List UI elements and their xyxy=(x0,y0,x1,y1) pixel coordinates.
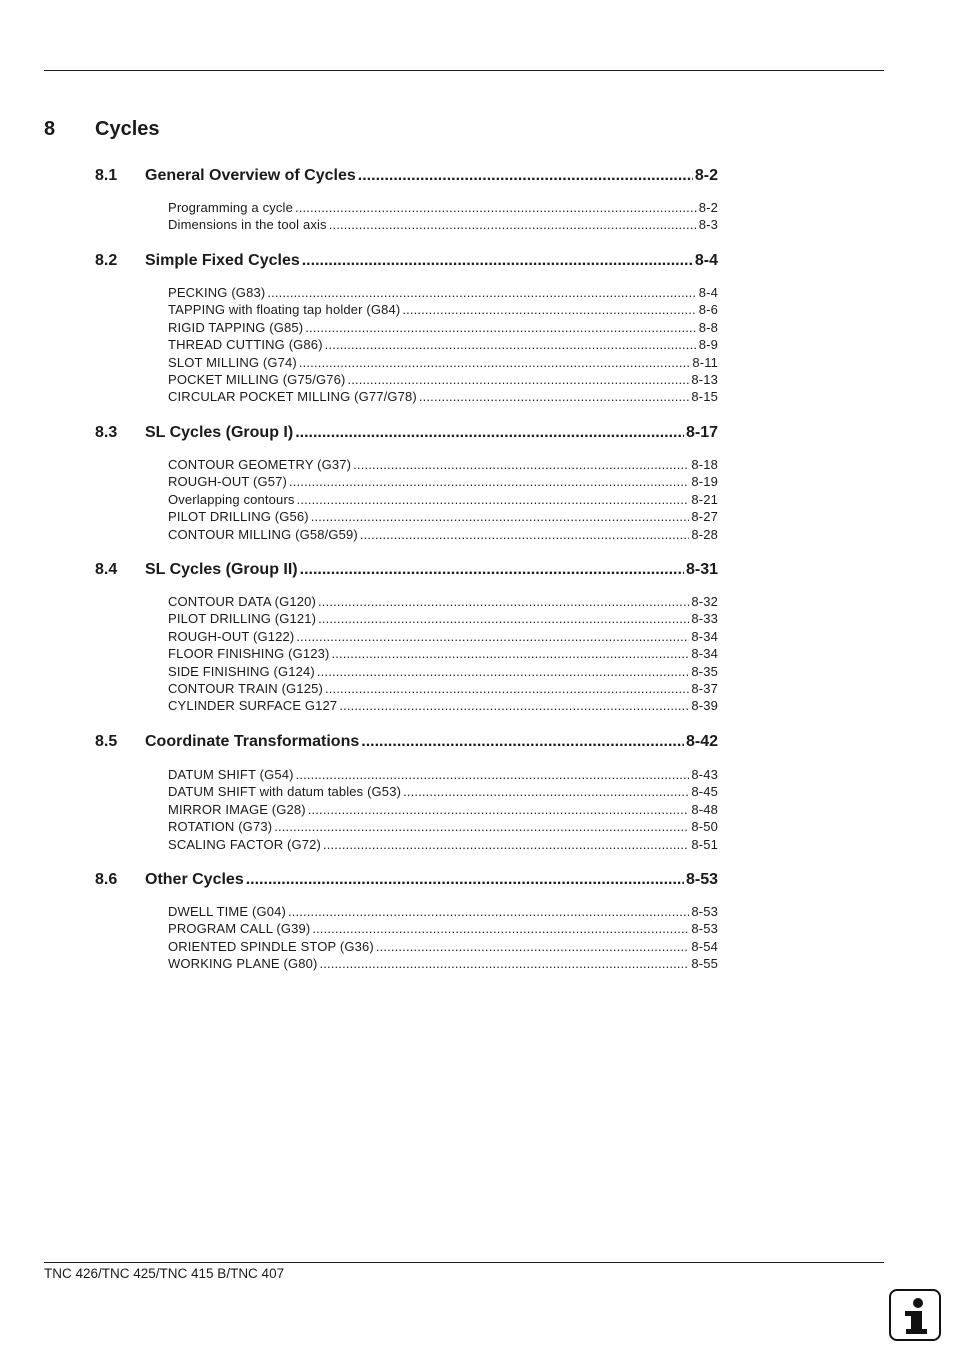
entry-title: CONTOUR TRAIN (G125) xyxy=(168,680,323,696)
section-number: 8.2 xyxy=(95,252,118,269)
entry-page: 8-21 xyxy=(691,491,718,507)
dot-leader xyxy=(320,955,690,972)
dot-leader xyxy=(402,301,696,318)
dot-leader xyxy=(318,593,689,610)
section-title: Other Cycles xyxy=(145,871,244,888)
section-page: 8-17 xyxy=(685,424,718,441)
entry-page: 8-34 xyxy=(691,628,718,644)
toc-entry[interactable] xyxy=(168,836,718,853)
section-number: 8.1 xyxy=(95,167,118,184)
entry-page: 8-55 xyxy=(691,956,718,972)
dot-leader xyxy=(288,903,689,920)
entry-page: 8-8 xyxy=(698,319,718,335)
dot-leader xyxy=(403,783,689,800)
dot-leader xyxy=(353,456,689,473)
entry-title: ROUGH-OUT (G122) xyxy=(168,628,295,644)
toc-entry[interactable] xyxy=(168,766,718,783)
entry-title: DATUM SHIFT (G54) xyxy=(168,767,294,782)
toc-entry[interactable] xyxy=(168,284,718,301)
entry-page: 8-51 xyxy=(691,836,718,852)
dot-leader xyxy=(299,354,690,371)
entry-page: 8-18 xyxy=(691,457,718,472)
toc-entry[interactable] xyxy=(168,371,718,388)
footer-text: TNC 426/TNC 425/TNC 415 B/TNC 407 xyxy=(44,1266,285,1281)
entry-title: PILOT DRILLING (G56) xyxy=(168,509,309,525)
dot-leader xyxy=(318,610,689,627)
toc-entry[interactable] xyxy=(168,388,718,405)
entry-page: 8-27 xyxy=(691,509,718,525)
toc-entry[interactable] xyxy=(168,938,718,955)
entry-title: SIDE FINISHING (G124) xyxy=(168,663,315,679)
entry-title: SLOT MILLING (G74) xyxy=(168,354,297,370)
section-heading[interactable] xyxy=(95,731,718,753)
toc-entry[interactable] xyxy=(168,319,718,336)
dot-leader xyxy=(325,336,697,353)
section-number: 8.3 xyxy=(95,424,118,441)
toc-entry[interactable] xyxy=(168,920,718,937)
entry-title: ORIENTED SPINDLE STOP (G36) xyxy=(168,938,374,954)
dot-leader xyxy=(323,836,689,853)
section-entries xyxy=(168,456,718,543)
entry-title: CYLINDER SURFACE G127 xyxy=(168,698,338,714)
entry-page: 8-9 xyxy=(698,337,718,353)
toc-entry[interactable] xyxy=(168,628,718,645)
dot-leader xyxy=(289,473,689,490)
toc-entry[interactable] xyxy=(168,645,718,662)
entry-page: 8-33 xyxy=(691,611,718,627)
toc-entry[interactable] xyxy=(168,336,718,353)
toc-entry[interactable] xyxy=(168,473,718,490)
entry-title: PECKING (G83) xyxy=(168,285,266,300)
section-page: 8-2 xyxy=(694,167,718,184)
entry-page: 8-39 xyxy=(691,698,718,714)
section-page: 8-42 xyxy=(685,733,718,750)
toc-entry[interactable] xyxy=(168,903,718,920)
dot-leader xyxy=(246,869,684,891)
header-rule xyxy=(44,70,884,71)
section-entries xyxy=(168,199,718,234)
dot-leader xyxy=(274,818,689,835)
section-page: 8-53 xyxy=(685,871,718,888)
dot-leader xyxy=(329,216,697,233)
entry-page: 8-6 xyxy=(698,302,718,318)
entry-page: 8-53 xyxy=(691,904,718,919)
dot-leader xyxy=(297,491,690,508)
toc-entry[interactable] xyxy=(168,491,718,508)
footer-rule xyxy=(44,1262,884,1263)
toc-entry[interactable] xyxy=(168,783,718,800)
section-entries xyxy=(168,284,718,406)
toc-entry[interactable] xyxy=(168,680,718,697)
dot-leader xyxy=(312,920,689,937)
section-heading[interactable] xyxy=(95,869,718,891)
section-heading[interactable] xyxy=(95,165,718,187)
toc-entry[interactable] xyxy=(168,818,718,835)
entry-title: CIRCULAR POCKET MILLING (G77/G78) xyxy=(168,389,417,405)
toc-entry[interactable] xyxy=(168,801,718,818)
section-title: SL Cycles (Group II) xyxy=(145,561,298,578)
entry-page: 8-28 xyxy=(691,526,718,542)
dot-leader xyxy=(376,938,690,955)
chapter-number: 8 xyxy=(44,118,56,140)
dot-leader xyxy=(325,680,689,697)
entry-title: ROTATION (G73) xyxy=(168,819,273,835)
entry-page: 8-53 xyxy=(691,921,718,937)
section-number: 8.5 xyxy=(95,733,118,750)
entry-page: 8-19 xyxy=(691,474,718,490)
entry-title: DATUM SHIFT with datum tables (G53) xyxy=(168,784,402,800)
entry-title: CONTOUR MILLING (G58/G59) xyxy=(168,526,358,542)
entry-title: PILOT DRILLING (G121) xyxy=(168,611,317,627)
entry-page: 8-2 xyxy=(698,200,718,215)
toc-entry[interactable] xyxy=(168,663,718,680)
section-heading[interactable] xyxy=(95,250,718,272)
toc-entry[interactable] xyxy=(168,216,718,233)
entry-title: CONTOUR GEOMETRY (G37) xyxy=(168,457,352,472)
dot-leader xyxy=(361,731,684,753)
toc-entry[interactable] xyxy=(168,526,718,543)
toc-entry[interactable] xyxy=(168,354,718,371)
entry-title: POCKET MILLING (G75/G76) xyxy=(168,371,346,387)
entry-page: 8-34 xyxy=(691,646,718,662)
entry-title: Dimensions in the tool axis xyxy=(168,217,327,233)
entry-page: 8-32 xyxy=(691,594,718,609)
entry-title: THREAD CUTTING (G86) xyxy=(168,337,323,353)
dot-leader xyxy=(332,645,690,662)
toc-entry[interactable] xyxy=(168,697,718,714)
toc-entry[interactable] xyxy=(168,301,718,318)
section-heading[interactable] xyxy=(95,422,718,444)
entry-title: ROUGH-OUT (G57) xyxy=(168,474,288,490)
entry-title: MIRROR IMAGE (G28) xyxy=(168,801,306,817)
entry-title: FLOOR FINISHING (G123) xyxy=(168,646,330,662)
dot-leader xyxy=(360,526,689,543)
entry-page: 8-43 xyxy=(691,767,718,782)
entry-page: 8-15 xyxy=(691,389,718,405)
section-number: 8.6 xyxy=(95,871,118,888)
entry-page: 8-48 xyxy=(691,801,718,817)
toc-entry[interactable] xyxy=(168,456,718,473)
info-glyph xyxy=(891,1291,939,1339)
section-title: Coordinate Transformations xyxy=(145,733,360,750)
dot-leader xyxy=(302,250,693,272)
entry-page: 8-4 xyxy=(698,285,718,300)
dot-leader xyxy=(296,766,690,783)
dot-leader xyxy=(317,663,689,680)
entry-title: DWELL TIME (G04) xyxy=(168,904,286,919)
entry-title: TAPPING with floating tap holder (G84) xyxy=(168,302,401,318)
section-entries xyxy=(168,903,718,973)
dot-leader xyxy=(308,801,690,818)
entry-page: 8-3 xyxy=(698,217,718,233)
toc-entry[interactable] xyxy=(168,199,718,216)
entry-page: 8-11 xyxy=(692,354,718,370)
entry-title: RIGID TAPPING (G85) xyxy=(168,319,304,335)
section-entries xyxy=(168,766,718,853)
section-page: 8-31 xyxy=(685,561,718,578)
dot-leader xyxy=(267,284,696,301)
entry-title: Overlapping contours xyxy=(168,491,295,507)
dot-leader xyxy=(347,371,689,388)
entry-title: SCALING FACTOR (G72) xyxy=(168,836,322,852)
entry-title: PROGRAM CALL (G39) xyxy=(168,921,311,937)
toc-entry[interactable] xyxy=(168,508,718,525)
entry-page: 8-37 xyxy=(691,680,718,696)
entry-page: 8-35 xyxy=(691,663,718,679)
dot-leader xyxy=(300,559,684,581)
dot-leader xyxy=(419,388,689,405)
dot-leader xyxy=(295,199,697,216)
entry-title: WORKING PLANE (G80) xyxy=(168,956,318,972)
entry-title: CONTOUR DATA (G120) xyxy=(168,594,317,609)
toc-entry[interactable] xyxy=(168,955,718,972)
section-page: 8-4 xyxy=(694,252,718,269)
toc-entry[interactable] xyxy=(168,593,718,610)
info-icon[interactable] xyxy=(889,1289,941,1341)
section-heading[interactable] xyxy=(95,559,718,581)
section-number: 8.4 xyxy=(95,561,118,578)
section-title: Simple Fixed Cycles xyxy=(145,252,300,269)
entry-page: 8-13 xyxy=(691,371,718,387)
entry-title: Programming a cycle xyxy=(168,200,293,215)
chapter-title: Cycles xyxy=(95,118,160,140)
entry-page: 8-50 xyxy=(691,819,718,835)
toc-entry[interactable] xyxy=(168,610,718,627)
dot-leader xyxy=(358,165,693,187)
dot-leader xyxy=(296,628,689,645)
dot-leader xyxy=(305,319,696,336)
entry-page: 8-45 xyxy=(691,784,718,800)
entry-page: 8-54 xyxy=(691,938,718,954)
section-title: General Overview of Cycles xyxy=(145,167,356,184)
dot-leader xyxy=(295,422,684,444)
section-entries xyxy=(168,593,718,715)
dot-leader xyxy=(339,697,689,714)
dot-leader xyxy=(311,508,690,525)
section-title: SL Cycles (Group I) xyxy=(145,424,294,441)
